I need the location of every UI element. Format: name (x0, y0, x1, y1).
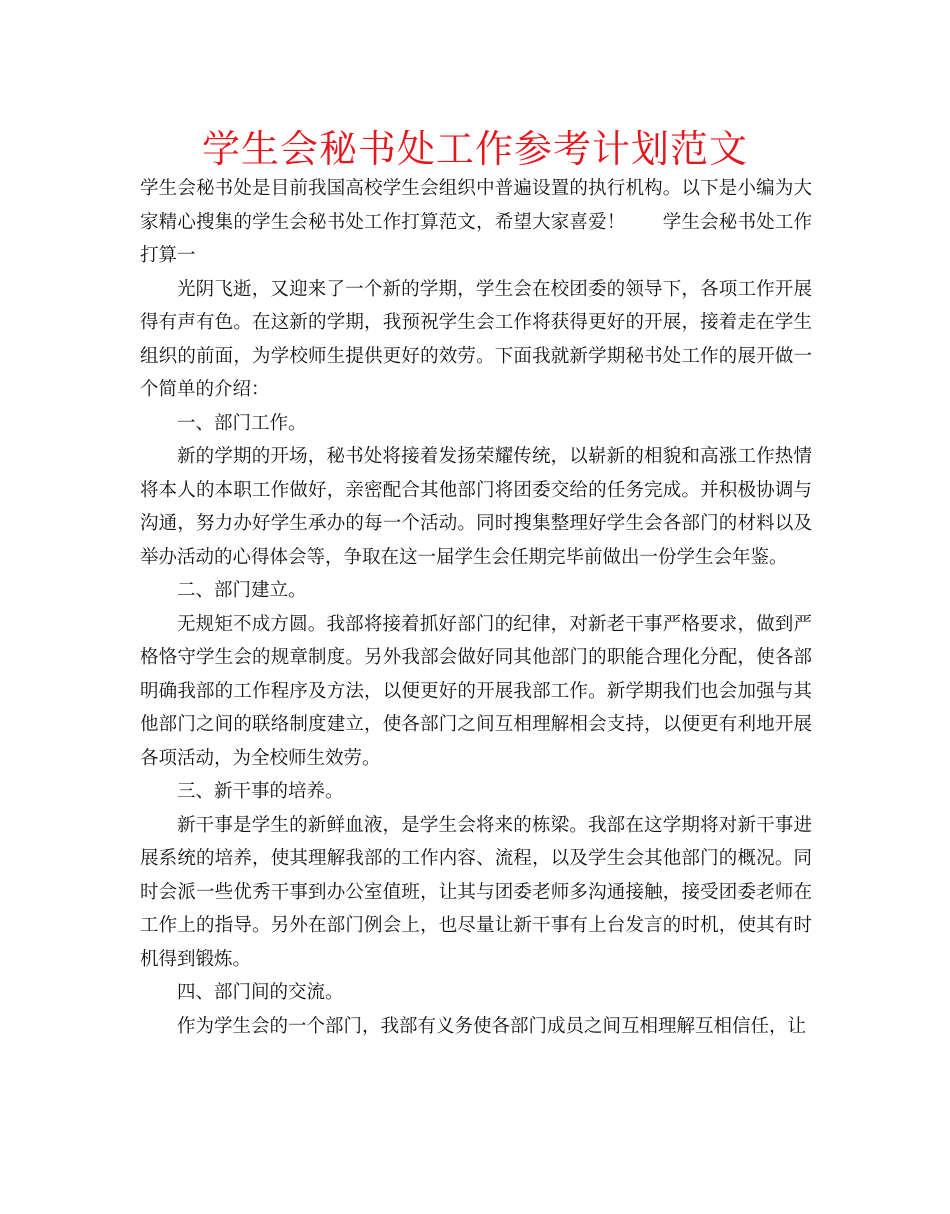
paragraph: 作为学生会的一个部门，我部有义务使各部门成员之间互相理解互相信任，让 (177, 1015, 807, 1037)
document-title: 学生会秘书处工作参考计划范文 (201, 127, 748, 171)
paragraph: 一、部门工作。 (177, 412, 307, 434)
paragraph: 三、新干事的培养。 (177, 781, 344, 802)
paragraph: 无规矩不成方圆。我部将接着抓好部门的纪律，对新老干事严格要求，做到严格恪守学生会的规章制度。另外我部会做好同其他部门的职能合理化分配，使各部明确我部的工作程序及方法，以便更好的开展我部工作。新学期我们也会加强与其他部门之间的联络制度建立，使各部门之间互相理解相会支持，以便更有利地开展各项活动，为全校师生效劳。 (140, 613, 812, 769)
paragraph: 四、部门间的交流。 (177, 982, 344, 1003)
paragraph: 二、部门建立。 (177, 580, 307, 601)
document-body (140, 172, 812, 1043)
paragraph: 新的学期的开场，秘书处将接着发扬荣耀传统，以崭新的相貌和高涨工作热情将本人的本职工作做好，亲密配合其他部门将团委交给的任务完成。并积极协调与沟通，努力办好学生承办的每一个活动。同时搜集整理好学生会各部门的材料以及举办活动的心得体会等，争取在这一届学生会任期完毕前做出一份学生会年鉴。 (140, 446, 812, 568)
paragraph: 光阴飞逝，又迎来了一个新的学期，学生会在校团委的领导下，各项工作开展得有声有色。在这新的学期，我预祝学生会工作将获得更好的开展，接着走在学生组织的前面，为学校师生提供更好的效劳。下面我就新学期秘书处工作的展开做一个简单的介绍： (140, 278, 812, 400)
paragraph: 学生会秘书处是目前我国高校学生会组织中普遍设置的执行机构。以下是小编为大家精心搜集的学生会秘书处工作打算范文，希望大家喜爱！ 学生会秘书处工作打算一 (140, 178, 812, 266)
paragraph: 新干事是学生的新鲜血液，是学生会将来的栋梁。我部在这学期将对新干事进展系统的培养，使其理解我部的工作内容、流程，以及学生会其他部门的概况。同时会派一些优秀干事到办公室值班，让其与团委老师多沟通接触，接受团委老师在工作上的指导。另外在部门例会上，也尽量让新干事有上台发言的时机，使其有时机得到锻炼。 (140, 814, 812, 970)
